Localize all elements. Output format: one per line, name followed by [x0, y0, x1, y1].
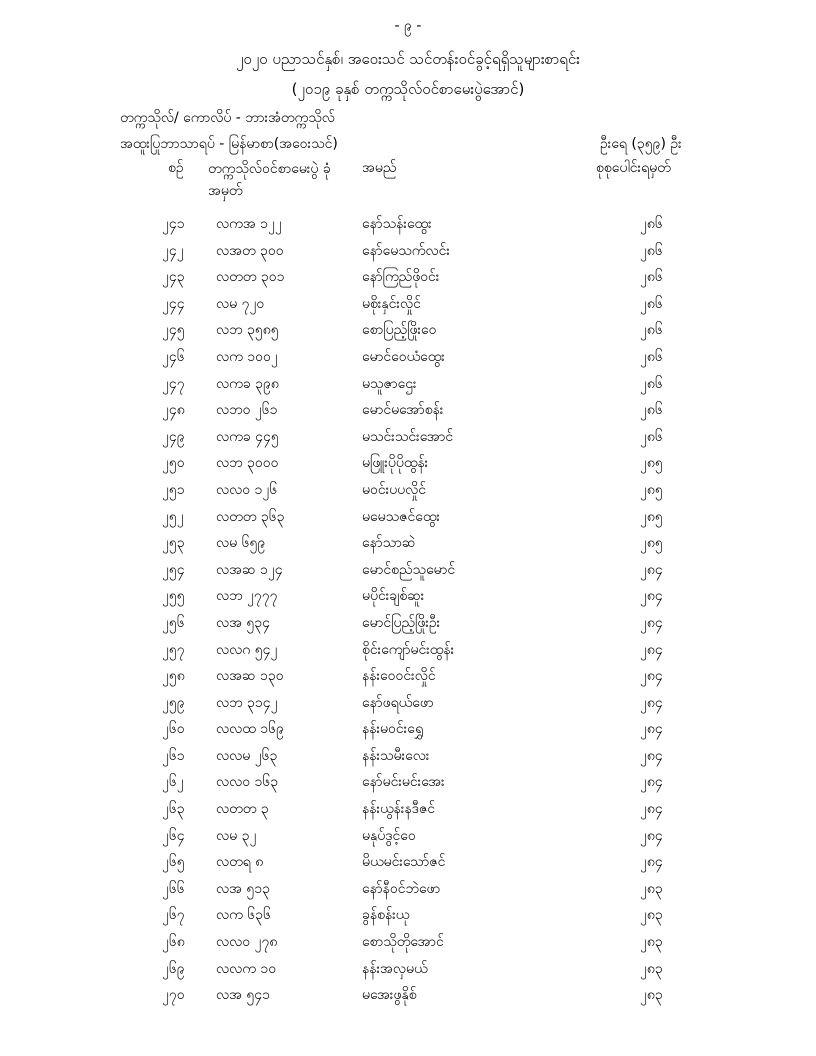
- table-row: [0, 689, 816, 716]
- roll-number: လက ၆၃၆: [216, 907, 271, 924]
- subject-line: အထူးပြုဘာသာရပ် - မြန်မာစာ(အဝေးသင်): [120, 136, 338, 152]
- row-number: ၂၆၁: [162, 747, 185, 764]
- roll-number: လလဝ ၂၇၈: [216, 934, 278, 951]
- roll-number: လတရ ၈: [216, 854, 264, 871]
- total-marks: ၂၈၅: [640, 455, 663, 472]
- student-name: နန်းဝေဝင်းလှိုင်: [362, 668, 436, 685]
- student-name: စောပြည့်ဖြိုးဝေ: [362, 322, 437, 339]
- row-number: ၂၄၈: [162, 402, 185, 419]
- total-marks: ၂၈၄: [640, 721, 663, 738]
- table-row: [0, 848, 816, 875]
- student-name: နော်ကြည်ဖိုဝင်း: [362, 269, 440, 286]
- student-name: မောင်စည်သူမောင်: [362, 561, 456, 578]
- total-marks: ၂၈၄: [640, 827, 663, 844]
- total-marks: ၂၈၆: [640, 322, 663, 339]
- total-marks: ၂၈၃: [640, 960, 663, 977]
- roll-number: လမ ၇၂၀: [216, 295, 265, 312]
- table-row: [0, 822, 816, 849]
- table-row: [0, 582, 816, 609]
- student-name: မသူဇာဌေး: [362, 375, 417, 392]
- row-number: ၂၅၁: [162, 481, 185, 498]
- row-number: ၂၆၂: [162, 774, 184, 791]
- table-row: [0, 503, 816, 530]
- student-name: နော်ဖရယ်ဖော: [362, 694, 434, 711]
- total-marks: ၂၈၄: [640, 561, 663, 578]
- row-number: ၂၄၂: [162, 242, 184, 259]
- total-marks: ၂၈၆: [640, 348, 663, 365]
- total-marks: ၂၈၄: [640, 614, 663, 631]
- table-row: [0, 609, 816, 636]
- row-number: ၂၄၅: [162, 322, 185, 339]
- student-name: မအေးဖွနိုစ်: [362, 987, 417, 1004]
- student-name: မောင်မအော်စန်း: [362, 402, 444, 419]
- student-name: နန်းယွန်းနဒီဇင်: [362, 801, 436, 818]
- roll-number: လဘ ၂၇၇၇: [216, 588, 278, 605]
- row-number: ၂၆၈: [162, 934, 185, 951]
- table-row: [0, 529, 816, 556]
- total-marks: ၂၈၃: [640, 934, 663, 951]
- column-header-number: စဉ်: [168, 160, 184, 176]
- total-marks: ၂၈၄: [640, 854, 663, 871]
- student-name: နန်းမဝင်းရွှေ: [362, 721, 424, 738]
- total-marks: ၂၈၃: [640, 880, 663, 897]
- row-number: ၂၅၀: [162, 455, 185, 472]
- roll-number: လအဆ ၁၃၀: [216, 668, 284, 685]
- row-number: ၂၆၇: [162, 907, 185, 924]
- total-marks: ၂၈၆: [640, 269, 663, 286]
- table-row: [0, 263, 816, 290]
- table-row: [0, 290, 816, 317]
- row-number: ၂၄၁: [162, 216, 185, 232]
- results-table: [0, 210, 816, 1008]
- total-marks: ၂၈၆: [640, 428, 663, 445]
- roll-number: လကခ ၄၄၅: [216, 428, 279, 445]
- roll-number: လဘ ၃၁၄၂: [216, 694, 278, 711]
- table-row: [0, 662, 816, 689]
- row-number: ၂၅၇: [162, 641, 185, 658]
- roll-number: လလမ ၂၆၃: [216, 747, 278, 764]
- table-row: [0, 556, 816, 583]
- row-number: ၂၆၃: [162, 801, 185, 818]
- student-name: မနုပ်ဒွင့်ဝေ: [362, 827, 416, 844]
- table-row: [0, 210, 816, 237]
- total-marks: ၂၈၃: [640, 987, 663, 1004]
- university-line: တက္ကသိုလ်/ ကောလိပ် - ဘားအံတက္ကသိုလ်: [120, 110, 335, 126]
- total-marks: ၂၈၄: [640, 588, 663, 605]
- column-header-name: အမည်: [362, 160, 397, 176]
- column-header-roll: တက္ကသိုလ်ဝင်စာမေးပွဲ ခုံအမှတ်: [208, 161, 331, 199]
- table-row: [0, 875, 816, 902]
- roll-number: လလဂ ၅၄၂: [216, 641, 278, 658]
- student-name: မိယမင်းသော်ဇင်: [362, 854, 446, 871]
- total-marks: ၂၈၅: [640, 535, 663, 552]
- total-marks: ၂၈၆: [640, 242, 663, 259]
- roll-number: လလဝ ၁၂၆: [216, 481, 278, 498]
- table-row: [0, 343, 816, 370]
- table-row: [0, 449, 816, 476]
- row-number: ၂၆၉: [162, 960, 185, 977]
- table-row: [0, 768, 816, 795]
- row-number: ၂၅၆: [162, 614, 185, 631]
- total-marks: ၂၈၆: [640, 295, 663, 312]
- table-row: [0, 742, 816, 769]
- table-row: [0, 237, 816, 264]
- roll-number: လအဆ ၁၂၄: [216, 561, 283, 578]
- table-row: [0, 636, 816, 663]
- table-row: [0, 795, 816, 822]
- student-name: မသင်းသင်းအောင်: [362, 428, 454, 445]
- student-name: နော်မင်းမင်းအေး: [362, 774, 445, 791]
- roll-number: လတတ ၃: [216, 801, 269, 818]
- row-number: ၂၅၃: [162, 535, 185, 552]
- table-row: [0, 476, 816, 503]
- total-marks: ၂၈၄: [640, 774, 663, 791]
- total-marks: ၂၈၄: [640, 668, 663, 685]
- row-number: ၂၆၅: [162, 854, 185, 871]
- row-number: ၂၆၆: [162, 880, 185, 897]
- row-number: ၂၅၉: [162, 694, 185, 711]
- student-name: စိုင်းကျော်မင်းထွန်း: [362, 641, 455, 658]
- student-name: မောင်ပြည့်ဖြိုးဦး: [362, 614, 441, 631]
- row-number: ၂၄၇: [162, 375, 185, 392]
- document-title: ၂၀၂၀ ပညာသင်နှစ်၊ အဝေးသင် သင်တန်းဝင်ခွင့်ရရှိသူများစာရင်း: [236, 50, 580, 68]
- table-row: [0, 981, 816, 1008]
- student-name: မဖြူးပိုပိုထွန်း: [362, 455, 429, 472]
- row-number: ၂၆၄: [162, 827, 185, 844]
- roll-number: လလထ ၁၆၉: [216, 721, 284, 738]
- student-name: နန်းသမီးလေး: [362, 747, 430, 764]
- total-marks: ၂၈၆: [640, 375, 663, 392]
- roll-number: လလဝ ၁၆၃: [216, 774, 279, 791]
- roll-number: လက ၁၀၀၂: [216, 348, 278, 365]
- roll-number: လဘဝ ၂၆၁: [216, 402, 278, 419]
- roll-number: လမ ၃၂: [216, 827, 257, 844]
- row-number: ၂၇၀: [162, 987, 185, 1004]
- roll-number: လတတ ၃၆၃: [216, 508, 285, 525]
- total-marks: ၂၈၃: [640, 907, 663, 924]
- roll-number: လတတ ၃၀၁: [216, 269, 285, 286]
- roll-number: လအ ၅၄၁: [216, 987, 271, 1004]
- column-header-marks: စုစုပေါင်းရမှတ်: [596, 160, 671, 176]
- student-name: နော်နီဝင်ဘဲဖော: [362, 880, 441, 897]
- row-number: ၂၄၉: [162, 428, 185, 445]
- roll-number: လမ ၆၅၉: [216, 535, 266, 552]
- page-number: - ၉ -: [394, 18, 422, 34]
- student-name: နန်းအလှမယ်: [362, 960, 428, 977]
- total-marks: ၂၈၄: [640, 694, 663, 711]
- roll-number: လကအ ၁၂၂: [216, 216, 282, 232]
- student-name: မောင်ဝေယံထွေး: [362, 348, 445, 365]
- table-row: [0, 928, 816, 955]
- table-row: [0, 370, 816, 397]
- student-name: နော်မေသက်လင်း: [362, 242, 450, 259]
- student-name: ခွန်စန်းယု: [362, 907, 410, 924]
- table-row: [0, 423, 816, 450]
- row-number: ၂၅၈: [162, 668, 185, 685]
- row-number: ၂၄၆: [162, 348, 185, 365]
- roll-number: လဘ ၃၀၀၀: [216, 455, 279, 472]
- total-marks: ၂၈၅: [640, 481, 663, 498]
- student-name: နော်သာဆဲ: [362, 535, 416, 552]
- total-marks: ၂၈၆: [640, 216, 663, 232]
- table-row: [0, 955, 816, 982]
- row-number: ၂၆၀: [162, 721, 185, 738]
- roll-number: လဘ ၃၅၈၅: [216, 322, 279, 339]
- total-marks: ၂၈၄: [640, 801, 663, 818]
- roll-number: လအတ ၃၀၀: [216, 242, 284, 259]
- roll-number: လလက ၁၀: [216, 960, 277, 977]
- roll-number: လကခ ၃၉၈: [216, 375, 279, 392]
- table-row: [0, 901, 816, 928]
- student-name: မဝင်းပပလှိုင်: [362, 481, 427, 498]
- student-name: မပိုင်းချစ်ဆူး: [362, 588, 425, 605]
- roll-number: လအ ၅၃၄: [216, 614, 271, 631]
- total-marks: ၂၈၄: [640, 641, 663, 658]
- student-name: မမေသဇင်ထွေး: [362, 508, 440, 525]
- total-marks: ၂၈၄: [640, 747, 663, 764]
- row-number: ၂၅၄: [162, 561, 185, 578]
- roll-number: လအ ၅၁၃: [216, 880, 271, 897]
- student-name: မစိုးနှင်းလှိုင်: [362, 295, 421, 312]
- document-subtitle: (၂၀၁၉ ခုနှစ် တက္ကသိုလ်ဝင်စာမေးပွဲအောင်): [291, 80, 525, 98]
- total-marks: ၂၈၅: [640, 508, 663, 525]
- table-row: [0, 316, 816, 343]
- row-number: ၂၅၂: [162, 508, 184, 525]
- student-name: နော်သန်းထွေး: [362, 216, 432, 232]
- table-row: [0, 396, 816, 423]
- table-row: [0, 715, 816, 742]
- student-name: စောသိုတိုအောင်: [362, 934, 444, 951]
- row-number: ၂၅၅: [162, 588, 185, 605]
- total-count-label: ဦးရေ (၃၅၉) ဦး: [600, 136, 682, 152]
- total-marks: ၂၈၆: [640, 402, 663, 419]
- row-number: ၂၄၃: [162, 269, 185, 286]
- row-number: ၂၄၄: [162, 295, 185, 312]
